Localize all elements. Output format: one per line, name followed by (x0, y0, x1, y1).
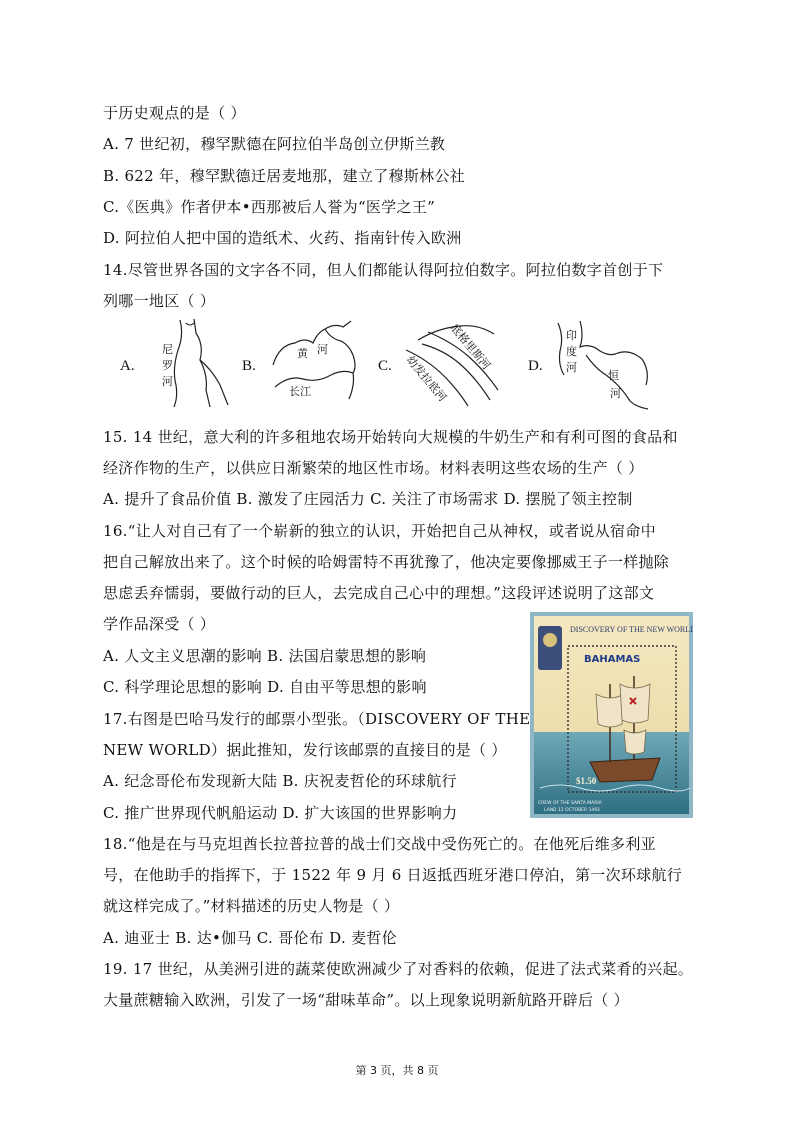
q16-stem-4: 学作品深受（ ） (103, 615, 216, 633)
indus-char-2: 度 (566, 345, 577, 358)
q17-stem-2: NEW WORLD）据此推知，发行该邮票的直接目的是（ ） (103, 741, 507, 759)
q18-options: A. 迪亚士 B. 达•伽马 C. 哥伦布 D. 麦哲伦 (103, 929, 397, 947)
map-indus-ganges (550, 315, 660, 413)
nile-char-2: 罗 (162, 359, 173, 372)
q13-option-c: C.《医典》作者伊本•西那被后人誉为“医学之王” (103, 198, 436, 216)
q15-stem-2: 经济作物的生产，以供应日渐繁荣的地区性市场。材料表明这些农场的生产（ ） (103, 459, 644, 477)
map-option-a-label: A. (120, 358, 135, 374)
q18-stem-2: 号，在他助手的指挥下，于 1522 年 9 月 6 日返抵西班牙港口停泊，第一次环球航行 (103, 866, 683, 884)
indus-char-1: 印 (566, 329, 577, 342)
q13-option-a: A. 7 世纪初，穆罕默德在阿拉伯半岛创立伊斯兰教 (103, 135, 446, 153)
page-footer: 第 3 页，共 8 页 (355, 1064, 439, 1077)
map-yellow-yangtze (265, 315, 365, 405)
nile-char-3: 河 (162, 375, 173, 388)
q18-stem-3: 就这样完成了。”材料描述的历史人物是（ ） (103, 897, 400, 915)
q14-stem-2: 列哪一地区（ ） (103, 292, 216, 310)
stamp-country: BAHAMAS (584, 654, 641, 665)
q13-stem-end: 于历史观点的是（ ） (103, 104, 246, 122)
map-nile (150, 315, 240, 410)
q16-stem-2: 把自己解放出来了。这个时候的哈姆雷特不再犹豫了，他决定要像挪威王子一样抛除 (103, 553, 670, 571)
q16-options-cd: C. 科学理论思想的影响 D. 自由平等思想的影响 (103, 678, 427, 696)
map-option-d-label: D. (528, 358, 543, 374)
q15-options: A. 提升了食品价值 B. 激发了庄园活力 C. 关注了市场需求 D. 摆脱了领主控制 (103, 490, 633, 508)
ganges-char-1: 恒 (608, 369, 619, 382)
map-option-c-label: C. (378, 358, 392, 374)
stamp-caption-1: CREW OF THE SANTA MARIA (538, 801, 602, 806)
stamp-value: $1.50 (576, 776, 597, 786)
map-option-b-label: B. (242, 358, 256, 374)
q17-options-ab: A. 纪念哥伦布发现新大陆 B. 庆祝麦哲伦的环球航行 (103, 772, 457, 790)
q16-options-ab: A. 人文主义思潮的影响 B. 法国启蒙思想的影响 (103, 647, 427, 665)
stamp-title: DISCOVERY OF THE NEW WORLD (570, 625, 693, 634)
stamp-caption-2: LAND 12 OCTOBER 1492 (544, 808, 601, 813)
q16-stem: 16.“让人对自己有了一个崭新的独立的认识，开始把自己从神权，或者说从宿命中 (103, 522, 656, 540)
map-tigris-euphrates (398, 320, 508, 410)
q17-options-cd: C. 推广世界现代帆船运动 D. 扩大该国的世界影响力 (103, 804, 458, 822)
nile-char-1: 尼 (162, 343, 173, 356)
tigris-label: 底格里斯河 (447, 321, 494, 373)
ganges-char-2: 河 (610, 387, 621, 400)
q19-stem-2: 大量蔗糖输入欧洲，引发了一场“甜味革命”。以上现象说明新航路开辟后（ ） (103, 991, 629, 1009)
indus-char-3: 河 (566, 361, 577, 374)
q14-stem: 14.尽管世界各国的文字各不同，但人们都能认得阿拉伯数字。阿拉伯数字首创于下 (103, 261, 664, 279)
q18-stem: 18.“他是在与马克坦酋长拉普拉普的战士们交战中受伤死亡的。在他死后维多利亚 (103, 835, 656, 853)
yellow-river-char-2: 河 (317, 343, 328, 356)
euphrates-label: 幼发拉底河 (403, 353, 450, 405)
bahamas-stamp-image (530, 612, 693, 818)
q15-stem: 15. 14 世纪，意大利的许多租地农场开始转向大规模的牛奶生产和有利可图的食品和 (103, 428, 678, 446)
q13-option-d: D. 阿拉伯人把中国的造纸术、火药、指南针传入欧洲 (103, 229, 462, 247)
q16-stem-3: 思虑丢弃懦弱，要做行动的巨人，去完成自己心中的理想。”这段评述说明了这部文 (103, 584, 655, 602)
q19-stem: 19. 17 世纪，从美洲引进的蔬菜使欧洲减少了对香料的依赖，促进了法式菜肴的兴起。 (103, 960, 694, 978)
yellow-river-char-1: 黄 (297, 347, 308, 360)
q17-stem: 17.右图是巴哈马发行的邮票小型张。（DISCOVERY OF THE (103, 710, 531, 728)
yangtze-label: 长江 (289, 385, 311, 398)
q13-option-b: B. 622 年，穆罕默德迁居麦地那，建立了穆斯林公社 (103, 167, 466, 185)
